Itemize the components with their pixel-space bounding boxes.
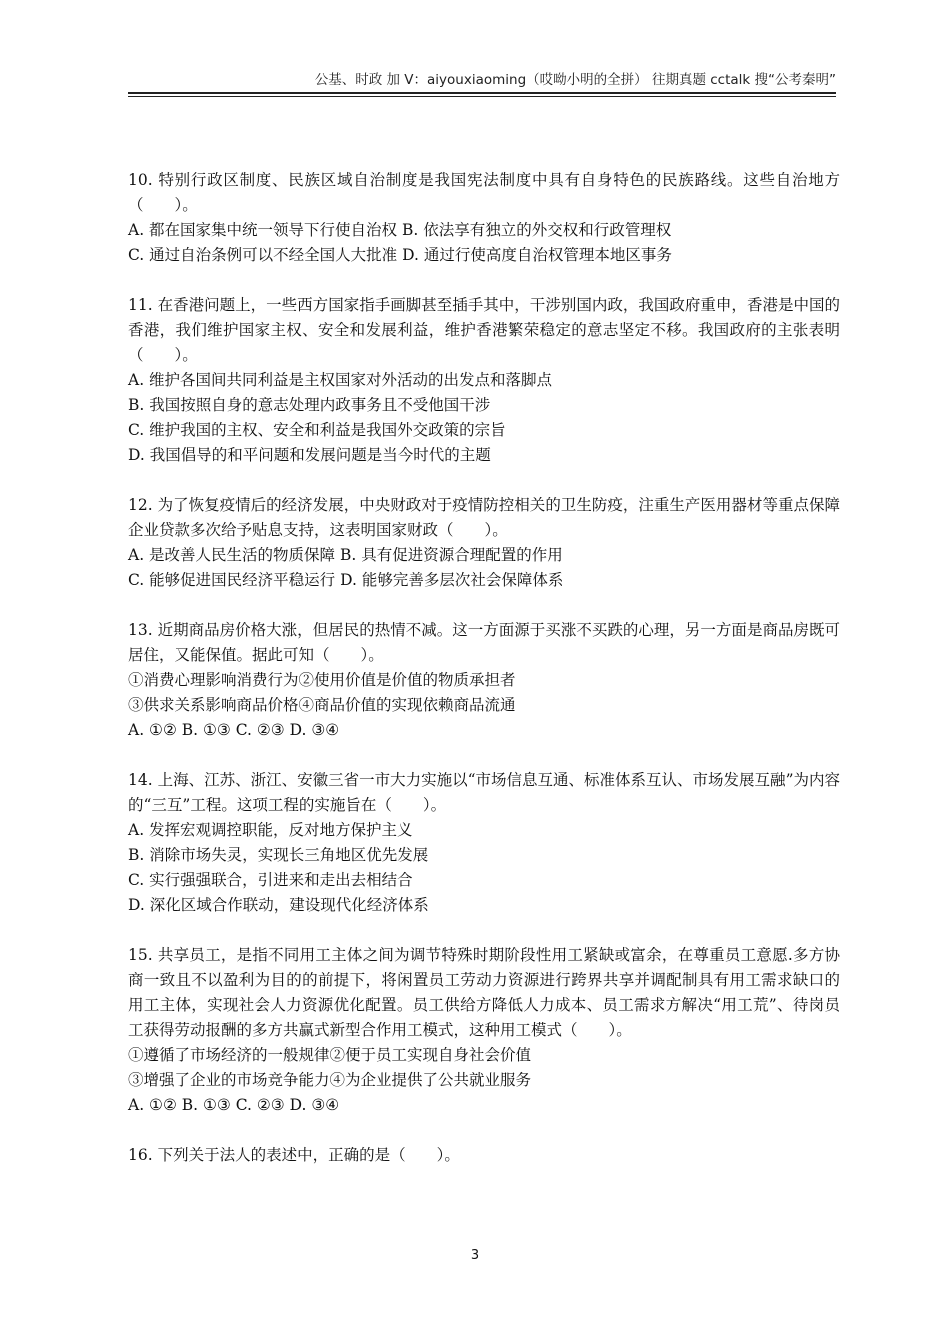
question-12 — [128, 493, 840, 593]
question-10 — [128, 168, 840, 268]
answer-options: C. 能够促进国民经济平稳运行 D. 能够完善多层次社会保障体系 — [128, 571, 564, 589]
question-16 — [128, 1143, 840, 1168]
question-stem: 12. 为了恢复疫情后的经济发展，中央财政对于疫情防控相关的卫生防疫，注重生产医用器材等重点保障企业贷款多次给予贴息支持，这表明国家财政（ ）。 — [128, 496, 840, 539]
answer-option: B. 消除市场失灵，实现长三角地区优先发展 — [128, 846, 429, 864]
answer-options: C. 通过自治条例可以不经全国人大批准 D. 通过行使高度自治权管理本地区事务 — [128, 246, 672, 264]
question-stem: 13. 近期商品房价格大涨，但居民的热情不减。这一方面源于买涨不买跌的心理，另一方面是商品房既可居住，又能保值。据此可知（ ）。 — [128, 621, 840, 664]
header-rule-thick — [128, 92, 836, 94]
page-number: 3 — [470, 1248, 480, 1263]
answer-option: C. 实行强强联合，引进来和走出去相结合 — [128, 871, 413, 889]
answer-options: A. ①② B. ①③ C. ②③ D. ③④ — [128, 721, 340, 739]
question-11 — [128, 293, 840, 468]
answer-option: D. 深化区域合作联动，建设现代化经济体系 — [128, 896, 429, 914]
statement-line: ③供求关系影响商品价格④商品价值的实现依赖商品流通 — [128, 696, 516, 714]
question-13 — [128, 618, 840, 743]
question-stem: 15. 共享员工，是指不同用工主体之间为调节特殊时期阶段性用工紧缺或富余，在尊重员工意愿.多方协商一致且不以盈利为目的的前提下，将闲置员工劳动力资源进行跨界共享并调配制具有用工需求缺口的用工主体，实现社会人力资源优化配置。员工供给方降低人力成本、员工需求方解决“用工荒”、待岗员工获得劳动报酬的多方共赢式新型合作用工模式，这种用工模式（ ）。 — [128, 946, 840, 1039]
header-rule-thin — [128, 96, 836, 97]
question-stem: 16. 下列关于法人的表述中，正确的是（ ）。 — [128, 1146, 460, 1164]
answer-options: A. ①② B. ①③ C. ②③ D. ③④ — [128, 1096, 340, 1114]
answer-option: A. 维护各国间共同利益是主权国家对外活动的出发点和落脚点 — [128, 371, 553, 389]
answer-option: D. 我国倡导的和平问题和发展问题是当今时代的主题 — [128, 446, 491, 464]
answer-options: A. 是改善人民生活的物质保障 B. 具有促进资源合理配置的作用 — [128, 546, 563, 564]
question-15 — [128, 943, 840, 1118]
answer-option: B. 我国按照自身的意志处理内政事务且不受他国干涉 — [128, 396, 491, 414]
question-list — [128, 168, 840, 1193]
statement-line: ①消费心理影响消费行为②使用价值是价值的物质承担者 — [128, 671, 516, 689]
question-14 — [128, 768, 840, 918]
answer-option: C. 维护我国的主权、安全和利益是我国外交政策的宗旨 — [128, 421, 506, 439]
statement-line: ③增强了企业的市场竞争能力④为企业提供了公共就业服务 — [128, 1071, 532, 1089]
question-stem: 10. 特别行政区制度、民族区域自治制度是我国宪法制度中具有自身特色的民族路线。这些自治地方（ ）。 — [128, 171, 840, 214]
page-header: 公基、时政 加 V：aiyouxiaoming（哎呦小明的全拼） 往期真题 cctalk 搜“公考秦明” — [314, 72, 836, 88]
statement-line: ①遵循了市场经济的一般规律②便于员工实现自身社会价值 — [128, 1046, 532, 1064]
question-stem: 14. 上海、江苏、浙江、安徽三省一市大力实施以“市场信息互通、标准体系互认、市场发展互融”为内容的“三互”工程。这项工程的实施旨在（ ）。 — [128, 771, 840, 814]
answer-option: A. 发挥宏观调控职能，反对地方保护主义 — [128, 821, 413, 839]
question-stem: 11. 在香港问题上，一些西方国家指手画脚甚至插手其中，干涉别国内政，我国政府重申，香港是中国的香港，我们维护国家主权、安全和发展利益，维护香港繁荣稳定的意志坚定不移。我国政府的主张表明（ ）。 — [128, 296, 840, 364]
answer-options: A. 都在国家集中统一领导下行使自治权 B. 依法享有独立的外交权和行政管理权 — [128, 221, 672, 239]
